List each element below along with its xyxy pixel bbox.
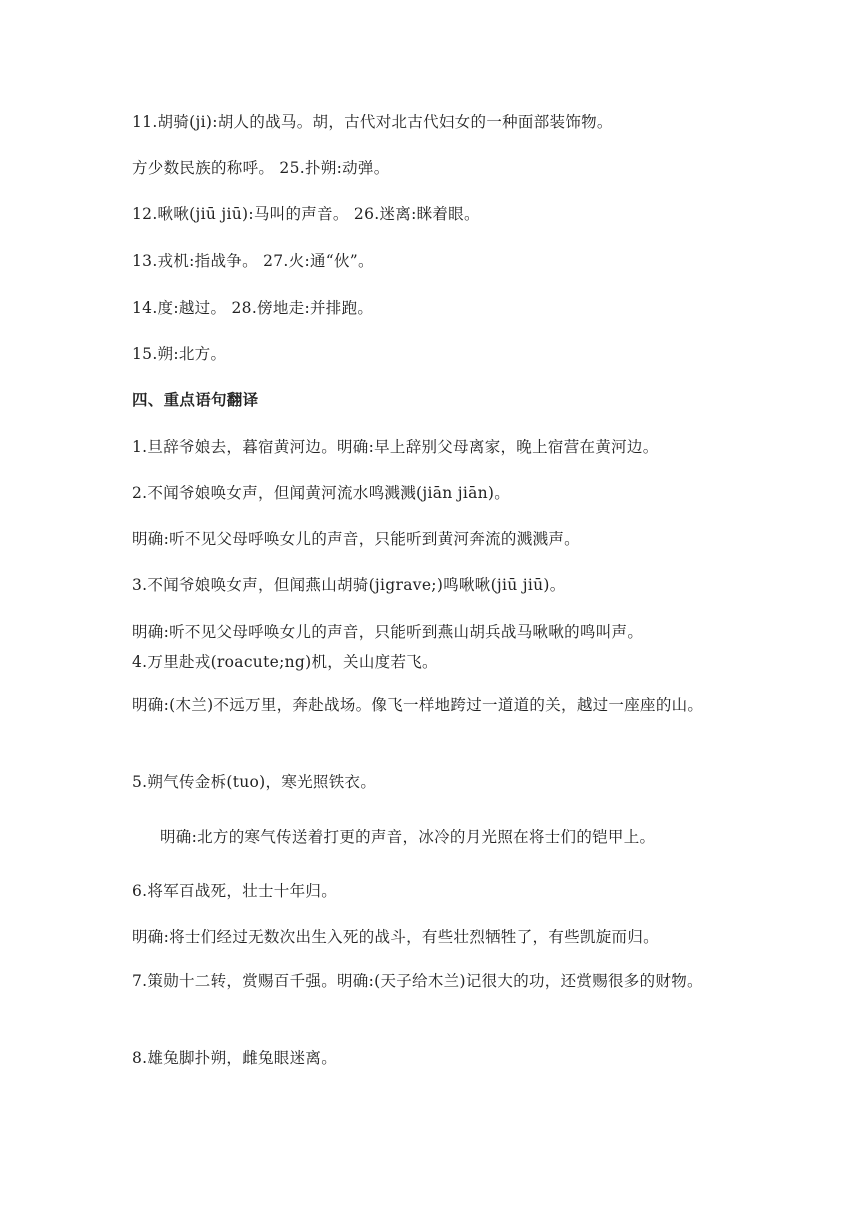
translation-6: 6.将军百战死，壮士十年归。	[132, 882, 337, 900]
translation-6-answer: 明确:将士们经过无数次出生入死的战斗，有些壮烈牺牲了，有些凯旋而归。	[132, 928, 659, 946]
translation-7: 7.策勋十二转，赏赐百千强。明确:(天子给木兰)记很大的功，还赏赐很多的财物。	[132, 972, 703, 990]
vocab-line-25: 方少数民族的称呼。 25.扑朔:动弹。	[132, 159, 390, 177]
vocab-line-11: 11.胡骑(ji):胡人的战马。胡，古代对北古代妇女的一种面部装饰物。	[132, 113, 613, 131]
vocab-line-14: 14.度:越过。 28.傍地走:并排跑。	[132, 299, 374, 317]
translation-4-answer: 明确:(木兰)不远万里，奔赴战场。像飞一样地跨过一道道的关，越过一座座的山。	[132, 696, 704, 714]
translation-5: 5.朔气传金柝(tuo)，寒光照铁衣。	[132, 773, 377, 791]
translation-1: 1.旦辞爷娘去，暮宿黄河边。明确:早上辞别父母离家，晚上宿营在黄河边。	[132, 438, 659, 456]
vocab-line-12: 12.啾啾(jiū jiū):马叫的声音。 26.迷离:眯着眼。	[132, 205, 480, 223]
translation-3: 3.不闻爷娘唤女声，但闻燕山胡骑(jigrave;)鸣啾啾(jiū jiū)。	[132, 576, 566, 594]
translation-2-answer: 明确:听不见父母呼唤女儿的声音，只能听到黄河奔流的溅溅声。	[132, 530, 580, 548]
translation-4: 4.万里赴戎(roacute;ng)机，关山度若飞。	[132, 653, 438, 671]
vocab-line-15: 15.朔:北方。	[132, 345, 227, 363]
section-heading: 四、重点语句翻译	[132, 391, 259, 409]
translation-8: 8.雄兔脚扑朔，雌兔眼迷离。	[132, 1049, 337, 1067]
translation-2: 2.不闻爷娘唤女声，但闻黄河流水鸣溅溅(jiān jiān)。	[132, 484, 511, 502]
translation-3-answer: 明确:听不见父母呼唤女儿的声音，只能听到燕山胡兵战马啾啾的鸣叫声。	[132, 623, 644, 641]
translation-5-answer: 明确:北方的寒气传送着打更的声音，冰冷的月光照在将士们的铠甲上。	[160, 828, 656, 846]
vocab-line-13: 13.戎机:指战争。 27.火:通“伙”。	[132, 252, 374, 270]
